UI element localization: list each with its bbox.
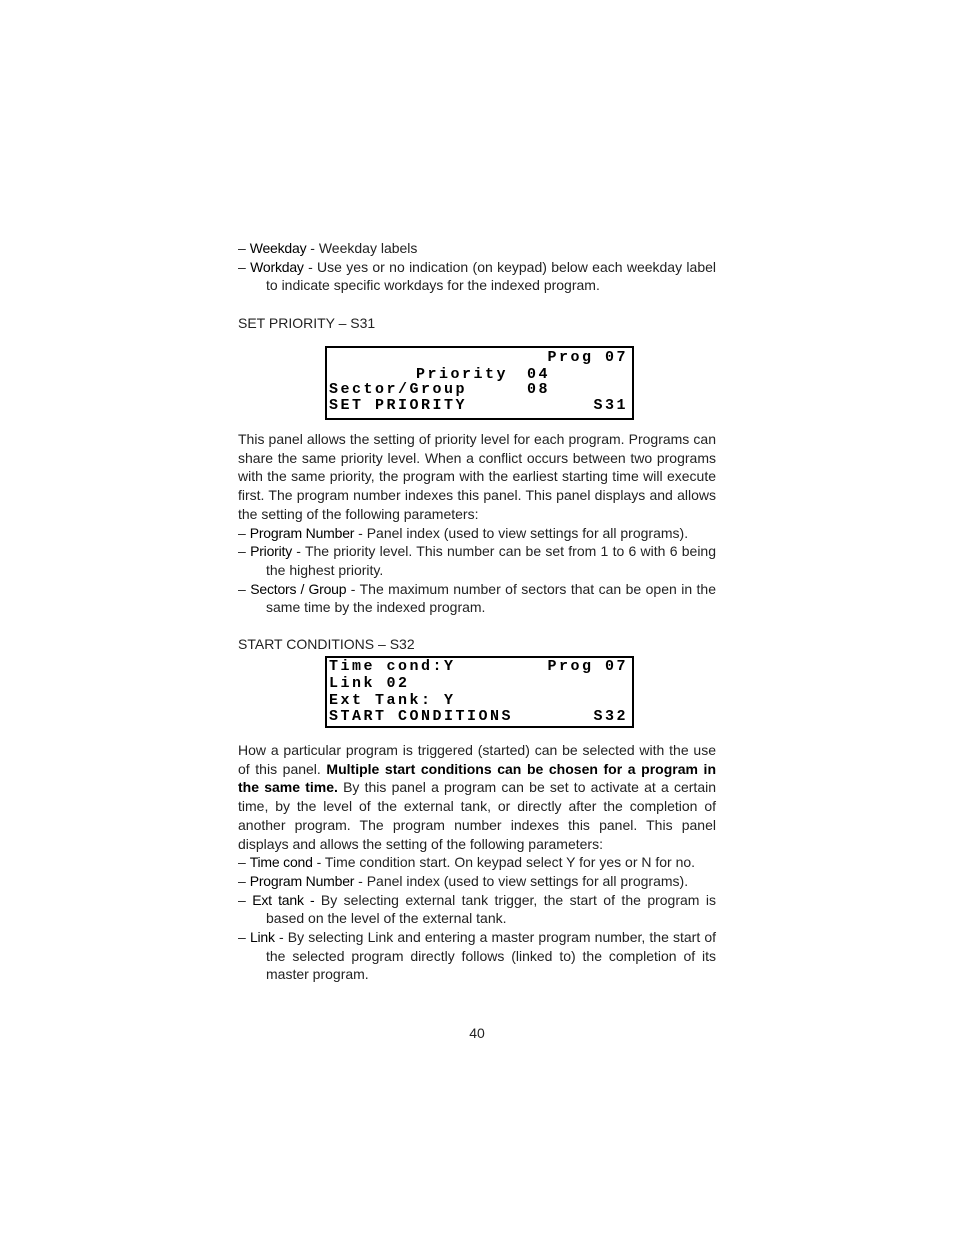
s32-param-program-number bbox=[238, 872, 716, 891]
s32-lcd-panel bbox=[325, 656, 634, 728]
s31-lcd-priority-label: Priority bbox=[415, 366, 508, 383]
param-term: Priority bbox=[250, 543, 293, 560]
param-text: - By selecting Link and entering a master program number, the start of the selected program directly follows (linked to) the completion of its master program. bbox=[266, 929, 717, 983]
s32-lcd-line-1 bbox=[329, 658, 628, 675]
workday-term: Workday bbox=[250, 258, 304, 275]
param-term: Link bbox=[249, 929, 275, 946]
param-text: - The priority level. This number can be set from 1 to 6 with 6 being the highest priority. bbox=[266, 543, 716, 578]
s32-param-ext-tank bbox=[238, 891, 716, 928]
bullet-dash: – bbox=[238, 891, 246, 908]
workday-item bbox=[238, 258, 716, 295]
s31-lcd-line-4 bbox=[329, 397, 628, 414]
s32-lcd-line-3 bbox=[329, 692, 628, 709]
s32-lcd-link: Link 02 bbox=[329, 675, 410, 692]
weekday-list bbox=[238, 239, 716, 295]
s32-lcd-time-cond: Time cond:Y bbox=[329, 658, 456, 675]
s31-lcd-sector-value: 08 bbox=[527, 381, 551, 398]
s31-lcd-sector-label: Sector/Group bbox=[329, 381, 468, 398]
s31-description: This panel allows the setting of priority level for each program. Programs can share the same priority level. When a conflict occurs between two programs with the same priority, the program with the earliest starting time will execute first. The program number indexes this panel. This panel displays and allows the setting of the following parameters: bbox=[238, 431, 716, 522]
weekday-item bbox=[238, 239, 716, 258]
s31-body bbox=[238, 430, 716, 617]
s32-param-link bbox=[238, 928, 716, 984]
page-number: 40 bbox=[469, 1025, 485, 1041]
param-term: Sectors / Group bbox=[250, 580, 347, 597]
s32-param-time-cond bbox=[238, 853, 716, 872]
s31-lcd-line-3 bbox=[329, 381, 628, 398]
param-text: - The maximum number of sectors that can be open in the same time by the indexed program. bbox=[266, 580, 716, 616]
bullet-dash: – bbox=[238, 524, 246, 541]
s32-lcd-title: START CONDITIONS bbox=[329, 708, 514, 725]
s31-heading: SET PRIORITY – S31 bbox=[238, 315, 376, 331]
param-term: Time cond bbox=[249, 854, 313, 871]
s32-lcd-line-4 bbox=[329, 708, 628, 725]
bullet-dash: – bbox=[238, 929, 246, 946]
s32-lcd-line-2 bbox=[329, 675, 628, 692]
s32-lcd-ext-tank: Ext Tank: Y bbox=[329, 692, 456, 709]
s31-lcd-prog: Prog 07 bbox=[547, 349, 628, 366]
param-text: - Time condition start. On keypad select Y for yes or N for no. bbox=[312, 854, 696, 871]
s31-param-priority bbox=[238, 542, 716, 579]
s31-lcd-title: SET PRIORITY bbox=[329, 397, 468, 414]
bullet-dash: – bbox=[238, 240, 246, 256]
bullet-dash: – bbox=[238, 580, 246, 597]
bullet-dash: – bbox=[238, 543, 246, 560]
s32-desc-part-b: By this panel a program can be set to activate at a certain time, by the level of the external tank, or directly after the completion of another program. The program number indexes this panel. This panel displays and allows the setting of the following parameters: bbox=[238, 779, 717, 852]
workday-text: - Use yes or no indication (on keypad) below each weekday label to indicate specific workdays for the indexed program. bbox=[266, 258, 717, 294]
s31-lcd-line-1 bbox=[329, 349, 628, 366]
s32-description bbox=[238, 741, 716, 853]
param-text: By selecting external tank trigger, the start of the program is based on the level of the external tank. bbox=[266, 891, 716, 927]
weekday-term: Weekday bbox=[249, 240, 307, 256]
bullet-dash: – bbox=[238, 258, 246, 275]
s32-desc-emphasis: Multiple start conditions can be chosen for a program in the same time. bbox=[238, 760, 716, 796]
weekday-text: - Weekday labels bbox=[306, 240, 418, 256]
s32-body bbox=[238, 741, 716, 984]
s31-lcd-code: S31 bbox=[593, 397, 628, 414]
param-text: - Panel index (used to view settings for all programs). bbox=[354, 524, 689, 541]
param-term: Program Number bbox=[249, 872, 355, 889]
bullet-dash: – bbox=[238, 872, 246, 889]
s31-lcd-panel bbox=[325, 346, 634, 420]
s31-param-sectors-group bbox=[238, 580, 716, 617]
s32-heading: START CONDITIONS – S32 bbox=[238, 636, 415, 652]
bullet-dash: – bbox=[238, 854, 246, 871]
s32-lcd-code: S32 bbox=[593, 708, 628, 725]
s32-lcd-prog: Prog 07 bbox=[547, 658, 628, 675]
param-term: Program Number bbox=[249, 524, 355, 541]
s32-desc-part-a: How a particular program is triggered (started) can be selected with the use of this panel. bbox=[238, 742, 716, 777]
s31-param-program-number bbox=[238, 524, 716, 543]
param-text: - Panel index (used to view settings for all programs). bbox=[354, 872, 689, 889]
param-term: Ext tank - bbox=[252, 891, 315, 908]
s31-lcd-priority-value: 04 bbox=[527, 366, 551, 383]
